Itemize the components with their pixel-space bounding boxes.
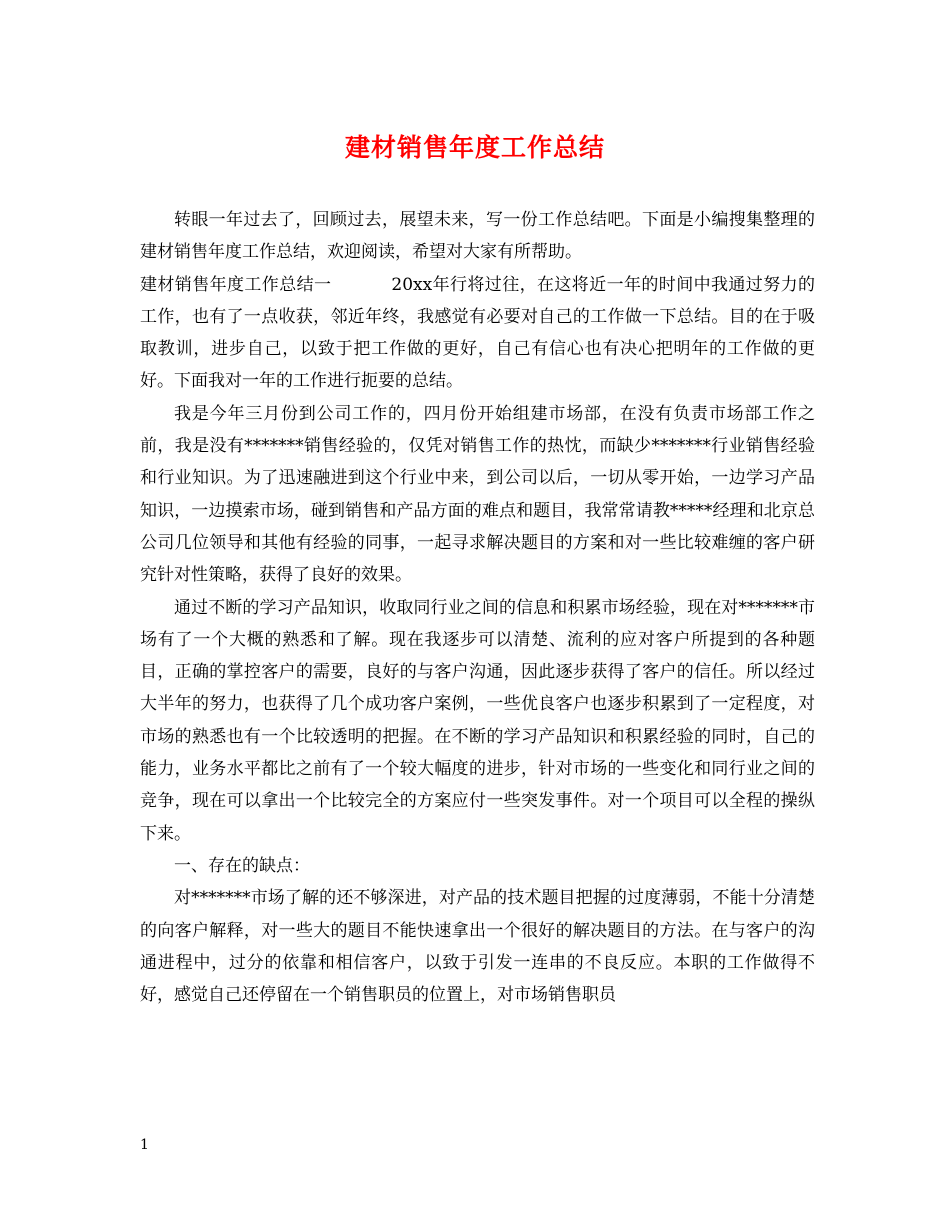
body-paragraph-shortcomings: 对*******市场了解的还不够深进，对产品的技术题目把握的过度薄弱，不能十分清楚的向客户解释，对一些大的题目不能快速拿出一个很好的解决题目的方法。在与客户的沟通进程中，过分的依靠和相信客户，以致于引发一连串的不良反应。本职的工作做得不好，感觉自己还停留在一个销售职员的位置上，对市场销售职员 [140, 888, 815, 1006]
section-intro-text: 20xx年行将过往，在这将近一年的时间中我通过努力的工作，也有了一点收获，邻近年终，我感觉有必要对自己的工作做一下总结。目的在于吸取教训，进步自己，以致于把工作做的更好，自己有信心也有决心把明年的工作做的更好。下面我对一年的工作进行扼要的总结。 [140, 274, 816, 392]
page-number: 1 [140, 1137, 149, 1153]
body-paragraph-experience: 我是今年三月份到公司工作的，四月份开始组建市场部，在没有负责市场部工作之前，我是没有*******销售经验的，仅凭对销售工作的热忱，而缺少*******行业销售经验和行业知识。为了迅速融进到这个行业中来，到公司以后，一切从零开始，一边学习产品知识，一边摸索市场，碰到销售和产品方面的难点和题目，我常常请教*****经理和北京总公司几位领导和其他有经验的同事，一起寻求解决题目的方案和对一些比较难缠的客户研究针对性策略，获得了良好的效果。 [140, 403, 815, 586]
section-heading: 建材销售年度工作总结一 [140, 274, 332, 295]
document-body [140, 204, 815, 1011]
document-title: 建材销售年度工作总结 [344, 133, 605, 162]
intro-paragraph: 转眼一年过去了，回顾过去，展望未来，写一份工作总结吧。下面是小编搜集整理的建材销售年度工作总结，欢迎阅读，希望对大家有所帮助。 [140, 210, 815, 263]
section-paragraph [140, 269, 815, 398]
body-paragraph-progress: 通过不断的学习产品知识，收取同行业之间的信息和积累市场经验，现在对*******市场有了一个大概的熟悉和了解。现在我逐步可以清楚、流利的应对客户所提到的各种题目，正确的掌控客户的需要，良好的与客户沟通，因此逐步获得了客户的信任。所以经过大半年的努力，也获得了几个成功客户案例，一些优良客户也逐步积累到了一定程度，对市场的熟悉也有一个比较透明的把握。在不断的学习产品知识和积累经验的同时，自己的能力，业务水平都比之前有了一个较大幅度的进步，针对市场的一些变化和同行业之间的竞争，现在可以拿出一个比较完全的方案应付一些突发事件。对一个项目可以全程的操纵下来。 [140, 597, 815, 844]
subsection-heading-shortcomings: 一、存在的缺点： [174, 855, 310, 876]
